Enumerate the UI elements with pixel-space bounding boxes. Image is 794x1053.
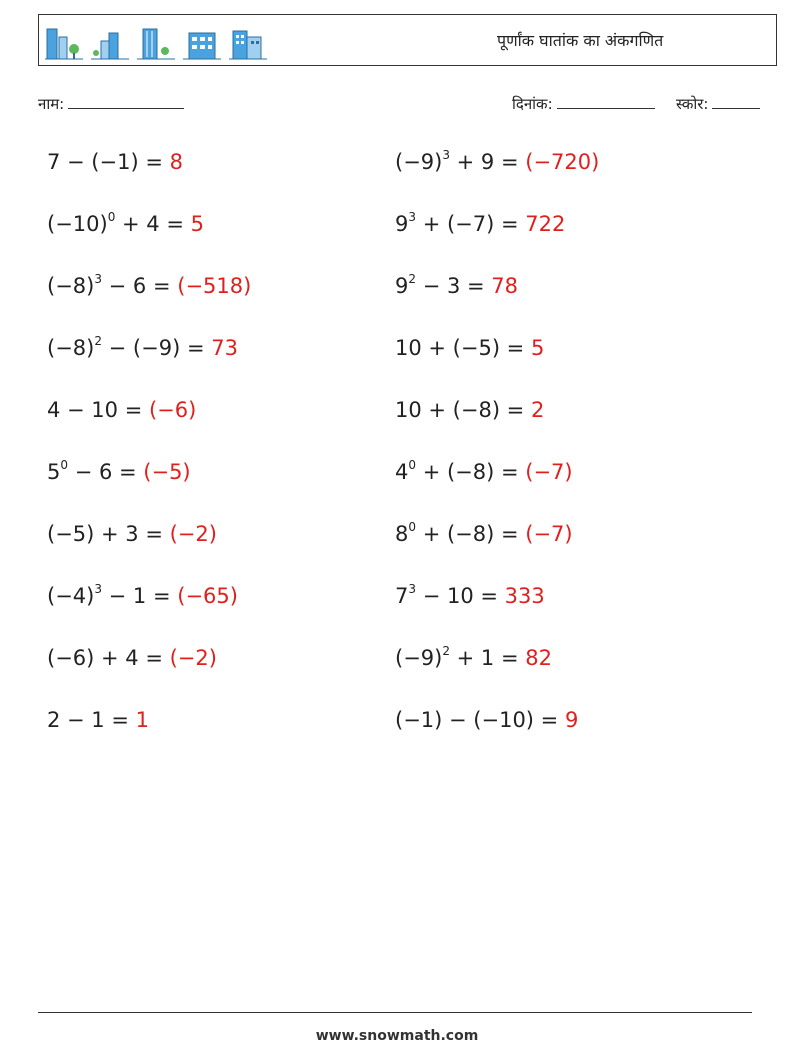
problem-text: + 4 = (115, 212, 191, 236)
problem-text: + 1 = (449, 646, 526, 670)
exponent: 0 (408, 458, 417, 472)
name-blank[interactable] (68, 94, 184, 109)
date-blank[interactable] (557, 94, 655, 109)
problem-item (395, 398, 544, 422)
date-label: दिनांक: (512, 95, 553, 113)
building-icon-5 (229, 23, 267, 61)
problem-item (47, 460, 191, 484)
problem-answer: 78 (491, 274, 519, 298)
exponent: 2 (94, 334, 102, 348)
problem-text: 9 (395, 274, 409, 298)
exponent: 3 (94, 272, 102, 286)
problem-item (395, 336, 544, 360)
problem-text: − (−9) = (101, 336, 212, 360)
problem-text: + (−8) = (416, 522, 526, 546)
problem-item (47, 522, 217, 546)
problem-text: 4 (395, 460, 409, 484)
problem-answer: (−2) (169, 646, 217, 670)
problem-text: 7 − (−1) = (47, 150, 170, 174)
footer-divider (38, 1012, 752, 1013)
problem-text: (−1) − (−10) = (395, 708, 565, 732)
problem-item (47, 708, 149, 732)
problem-item (395, 150, 599, 174)
problem-text: − 6 = (68, 460, 144, 484)
problem-text: − 3 = (416, 274, 492, 298)
problem-text: (−6) + 4 = (47, 646, 170, 670)
problem-item (395, 522, 573, 546)
problem-text: − 6 = (101, 274, 178, 298)
problem-text: (−9) (395, 646, 443, 670)
problem-text: (−10) (47, 212, 108, 236)
problem-answer: 5 (190, 212, 204, 236)
problem-text: 8 (395, 522, 409, 546)
problem-item (395, 646, 552, 670)
problem-answer: 333 (504, 584, 545, 608)
problem-item (395, 274, 518, 298)
problem-answer: 722 (525, 212, 566, 236)
problem-answer: (−5) (143, 460, 191, 484)
problem-answer: (−7) (525, 522, 573, 546)
exponent: 3 (94, 582, 102, 596)
footer-url: www.snowmath.com (315, 1028, 479, 1044)
exponent: 3 (408, 582, 417, 596)
problem-item (47, 398, 196, 422)
problem-text: (−9) (395, 150, 443, 174)
problem-text: 10 + (−8) = (395, 398, 531, 422)
exponent: 3 (408, 210, 417, 224)
score-blank[interactable] (712, 94, 760, 109)
problem-text: − 1 = (101, 584, 178, 608)
problem-answer: 73 (211, 336, 238, 360)
problem-item (47, 212, 204, 236)
problem-text: + (−8) = (416, 460, 526, 484)
date-field (512, 94, 655, 114)
problem-item (395, 708, 578, 732)
score-label: स्कोर: (676, 95, 709, 113)
problem-item (47, 274, 251, 298)
exponent: 3 (442, 148, 450, 162)
problem-text: (−4) (47, 584, 95, 608)
name-field (38, 94, 184, 114)
problem-item (395, 584, 545, 608)
problem-text: 4 − 10 = (47, 398, 149, 422)
problem-answer: 8 (169, 150, 183, 174)
problem-text: 7 (395, 584, 409, 608)
problem-text: 5 (47, 460, 61, 484)
exponent: 0 (60, 458, 69, 472)
problem-answer: 2 (530, 398, 545, 422)
building-icon-2 (91, 23, 129, 61)
problem-text: 2 − 1 = (47, 708, 136, 732)
problem-item (47, 150, 183, 174)
problem-answer: (−2) (169, 522, 217, 546)
problem-item (47, 336, 238, 360)
building-icon-4 (183, 23, 221, 61)
problem-answer: 9 (564, 708, 579, 732)
problem-text: (−5) + 3 = (47, 522, 170, 546)
problem-text: (−8) (47, 274, 95, 298)
problem-answer: (−7) (525, 460, 573, 484)
problem-text: − 10 = (416, 584, 505, 608)
problem-item (395, 212, 565, 236)
exponent: 0 (408, 520, 417, 534)
problem-answer: 82 (525, 646, 552, 670)
problem-answer: (−6) (148, 398, 197, 422)
header-box (38, 14, 777, 66)
problem-item (47, 646, 217, 670)
name-label: नाम: (38, 95, 65, 113)
exponent: 2 (442, 644, 450, 658)
building-icon-3 (137, 23, 175, 61)
problem-text: 10 + (−5) = (395, 336, 531, 360)
problem-item (395, 460, 573, 484)
problem-text: 9 (395, 212, 409, 236)
exponent: 2 (408, 272, 417, 286)
problem-answer: 1 (135, 708, 149, 732)
header-icons (45, 21, 267, 61)
problem-text: + (−7) = (416, 212, 526, 236)
problem-answer: (−720) (525, 150, 600, 174)
score-field (676, 94, 760, 114)
worksheet-title: पूर्णांक घातांक का अंकगणित (497, 31, 664, 50)
problem-answer: 5 (530, 336, 545, 360)
problem-answer: (−65) (177, 584, 238, 608)
building-icon-1 (45, 23, 83, 61)
problem-item (47, 584, 238, 608)
problem-answer: (−518) (177, 274, 252, 298)
problem-text: (−8) (47, 336, 95, 360)
exponent: 0 (107, 210, 116, 224)
problem-text: + 9 = (449, 150, 526, 174)
